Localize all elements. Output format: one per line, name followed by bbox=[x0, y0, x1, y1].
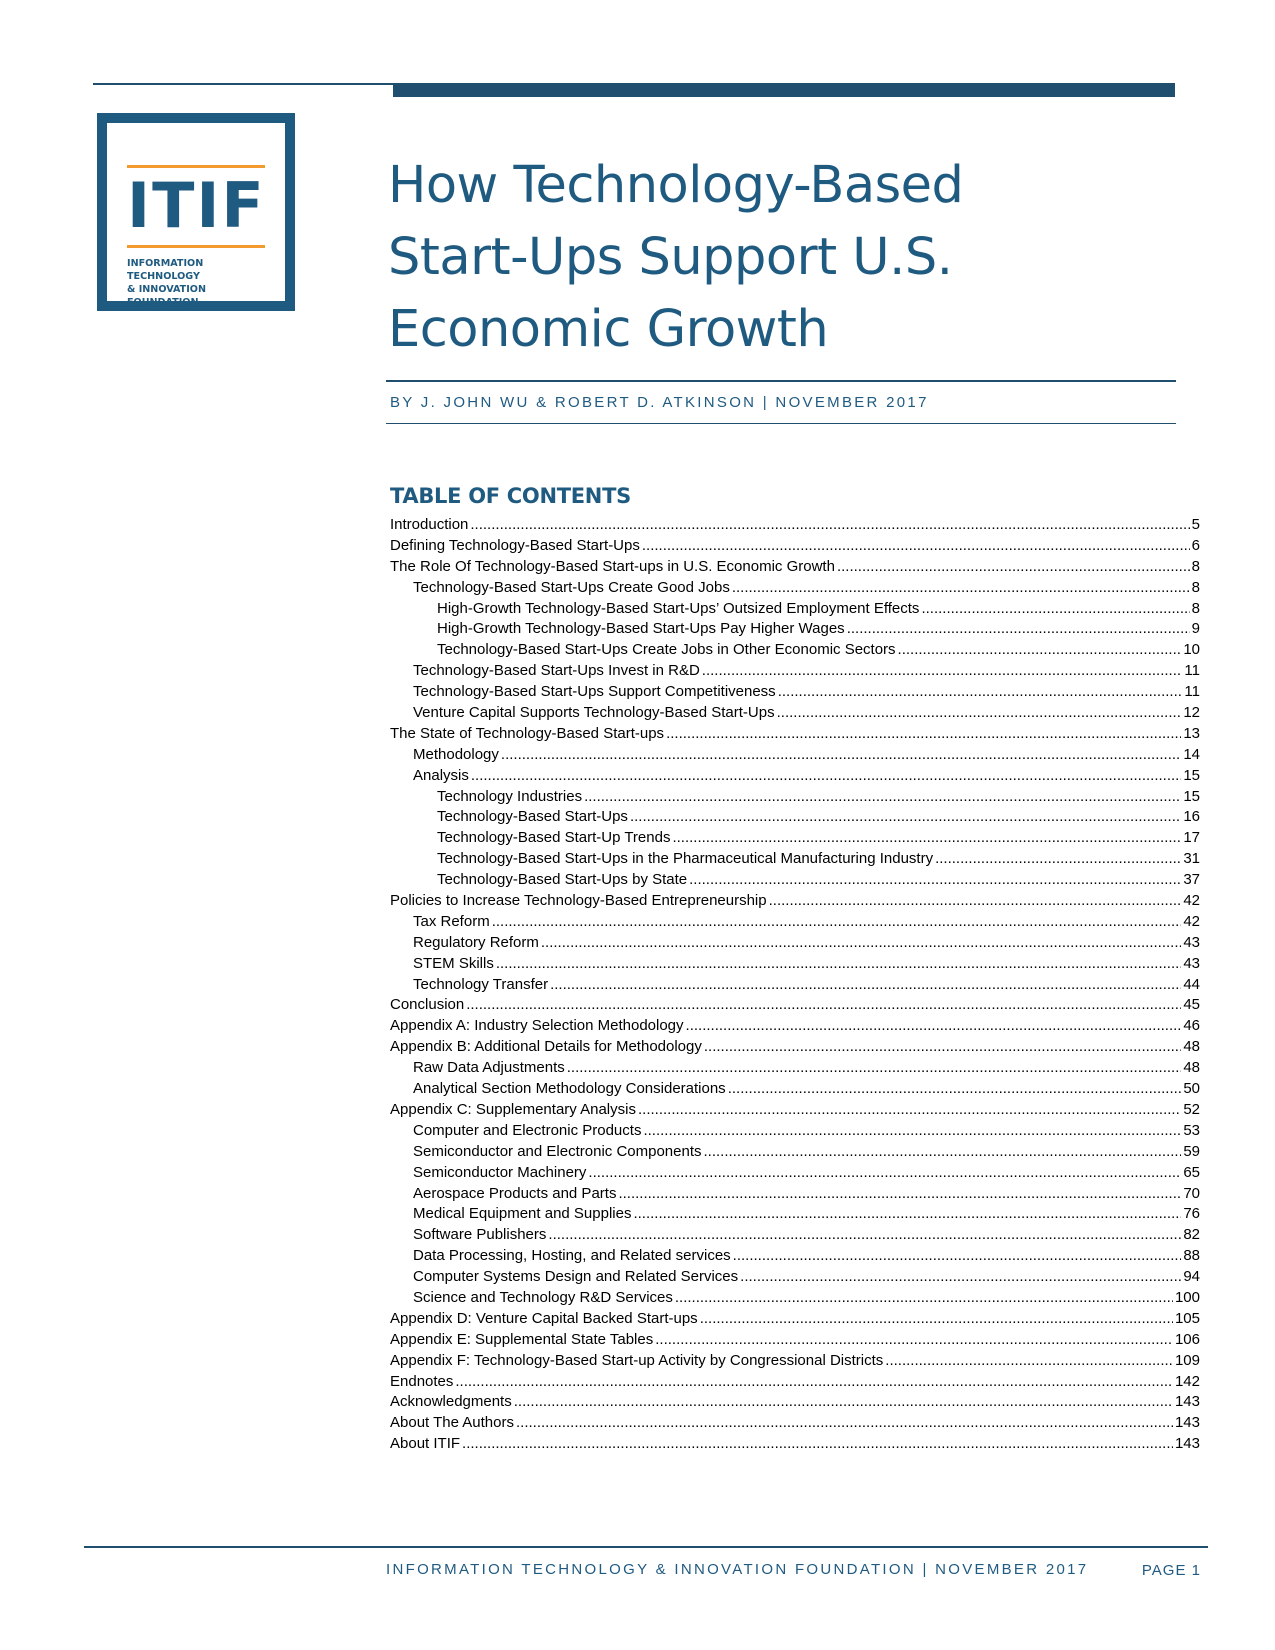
footer-rule bbox=[84, 1546, 1208, 1548]
toc-entry-page: 12 bbox=[1183, 704, 1200, 722]
header-rule-thick bbox=[393, 83, 1175, 97]
toc-entry-page: 82 bbox=[1183, 1226, 1200, 1244]
toc-entry-page: 143 bbox=[1174, 1414, 1200, 1432]
toc-entry-page: 143 bbox=[1174, 1435, 1200, 1453]
toc-entry-leader bbox=[618, 1185, 1181, 1202]
toc-entry-title: Technology-Based Start-Ups Create Jobs in Other Economic Sectors bbox=[437, 641, 896, 659]
toc-entry-page: 76 bbox=[1183, 1205, 1200, 1223]
toc-entry-leader bbox=[567, 1059, 1182, 1076]
toc-entry[interactable] bbox=[390, 1414, 1200, 1435]
toc-entry-leader bbox=[630, 808, 1181, 825]
toc-entry-leader bbox=[514, 1393, 1173, 1410]
toc-entry-leader bbox=[728, 1080, 1182, 1097]
toc-entry-leader bbox=[778, 683, 1183, 700]
logo-subtitle-line-2: & INNOVATION FOUNDATION bbox=[127, 284, 206, 308]
toc-entry-leader bbox=[689, 871, 1181, 888]
toc-entry[interactable] bbox=[390, 1185, 1200, 1206]
toc-entry[interactable] bbox=[390, 1143, 1200, 1164]
toc-entry-page: 11 bbox=[1184, 683, 1200, 701]
footer-text: INFORMATION TECHNOLOGY & INNOVATION FOUNDATION | NOVEMBER 2017 bbox=[386, 1561, 1089, 1578]
toc-entry-leader bbox=[455, 1373, 1173, 1390]
logo-accent-bar-top bbox=[127, 165, 265, 168]
toc-entry-page: 59 bbox=[1183, 1142, 1200, 1160]
title-line-2: Start-Ups Support U.S. bbox=[388, 228, 953, 287]
toc-entry-page: 143 bbox=[1174, 1393, 1200, 1411]
toc-entry-title: Computer and Electronic Products bbox=[413, 1121, 642, 1139]
toc-entry-leader bbox=[686, 1017, 1182, 1034]
toc-entry-title: High-Growth Technology-Based Start-Ups’ Outsized Employment Effects bbox=[437, 599, 920, 617]
toc-entry-page: 48 bbox=[1183, 1059, 1200, 1077]
toc-entry-leader bbox=[704, 1038, 1181, 1055]
toc-entry-title: Semiconductor and Electronic Components bbox=[413, 1142, 702, 1160]
toc-entry[interactable] bbox=[390, 829, 1200, 850]
table-of-contents bbox=[390, 516, 1200, 1456]
toc-entry-title: Regulatory Reform bbox=[413, 933, 539, 951]
toc-entry-title: Technology-Based Start-Ups by State bbox=[437, 871, 688, 889]
toc-entry[interactable] bbox=[390, 704, 1200, 725]
toc-entry-page: 13 bbox=[1183, 724, 1200, 742]
toc-entry-title: About ITIF bbox=[390, 1435, 461, 1453]
toc-entry-page: 53 bbox=[1183, 1121, 1200, 1139]
toc-entry-title: Endnotes bbox=[390, 1372, 454, 1390]
toc-entry-leader bbox=[584, 788, 1181, 805]
toc-entry-leader bbox=[885, 1352, 1173, 1369]
toc-entry[interactable] bbox=[390, 1080, 1200, 1101]
toc-entry-leader bbox=[675, 1289, 1173, 1306]
toc-entry-title: Aerospace Products and Parts bbox=[413, 1184, 617, 1202]
toc-entry-leader bbox=[471, 767, 1181, 784]
toc-entry-title: Data Processing, Hosting, and Related services bbox=[413, 1247, 731, 1265]
toc-entry-leader bbox=[466, 996, 1181, 1013]
toc-entry[interactable] bbox=[390, 871, 1200, 892]
toc-entry-page: 105 bbox=[1174, 1309, 1200, 1327]
toc-entry-title: Technology Transfer bbox=[413, 975, 549, 993]
toc-entry[interactable] bbox=[390, 558, 1200, 579]
toc-entry-page: 43 bbox=[1183, 954, 1200, 972]
toc-entry-page: 45 bbox=[1183, 996, 1200, 1014]
toc-entry-leader bbox=[501, 746, 1181, 763]
toc-entry-page: 6 bbox=[1191, 536, 1200, 554]
toc-entry-title: Technology-Based Start-Ups Invest in R&D bbox=[413, 662, 700, 680]
toc-entry[interactable] bbox=[390, 1205, 1200, 1226]
toc-entry-page: 88 bbox=[1183, 1247, 1200, 1265]
toc-entry-page: 46 bbox=[1183, 1017, 1200, 1035]
toc-entry-title: Software Publishers bbox=[413, 1226, 547, 1244]
toc-heading: TABLE OF CONTENTS bbox=[390, 484, 631, 508]
toc-entry-title: Technology-Based Start-Ups bbox=[437, 808, 628, 826]
header-rule-thin bbox=[93, 83, 393, 85]
toc-entry-leader bbox=[732, 579, 1190, 596]
toc-entry[interactable] bbox=[390, 1038, 1200, 1059]
toc-entry[interactable] bbox=[390, 1268, 1200, 1289]
toc-entry[interactable] bbox=[390, 1247, 1200, 1268]
toc-entry-page: 142 bbox=[1174, 1372, 1200, 1390]
toc-entry-title: Appendix D: Venture Capital Backed Start-ups bbox=[390, 1309, 698, 1327]
toc-entry-page: 14 bbox=[1183, 745, 1200, 763]
toc-entry-leader bbox=[702, 662, 1183, 679]
byline-rule-top bbox=[386, 380, 1176, 382]
toc-entry[interactable] bbox=[390, 808, 1200, 829]
toc-entry[interactable] bbox=[390, 1059, 1200, 1080]
toc-entry[interactable] bbox=[390, 537, 1200, 558]
toc-entry-title: High-Growth Technology-Based Start-Ups Pay Higher Wages bbox=[437, 620, 845, 638]
toc-entry-title: Analysis bbox=[413, 766, 469, 784]
toc-entry-page: 15 bbox=[1183, 766, 1200, 784]
toc-entry-page: 100 bbox=[1174, 1288, 1200, 1306]
toc-entry-page: 44 bbox=[1183, 975, 1200, 993]
toc-entry-page: 8 bbox=[1191, 599, 1200, 617]
toc-entry-page: 17 bbox=[1183, 829, 1200, 847]
title-line-3: Economic Growth bbox=[388, 300, 829, 359]
document-title bbox=[388, 150, 1148, 366]
toc-entry-title: About The Authors bbox=[390, 1414, 514, 1432]
toc-entry-leader bbox=[633, 1205, 1181, 1222]
toc-entry-leader bbox=[638, 1101, 1181, 1118]
toc-entry-page: 5 bbox=[1191, 516, 1200, 533]
toc-entry-leader bbox=[777, 704, 1182, 721]
toc-entry[interactable] bbox=[390, 1164, 1200, 1185]
toc-entry-page: 94 bbox=[1183, 1268, 1200, 1286]
byline: BY J. JOHN WU & ROBERT D. ATKINSON | NOVEMBER 2017 bbox=[390, 394, 929, 411]
toc-entry[interactable] bbox=[390, 1435, 1200, 1456]
toc-entry-page: 8 bbox=[1191, 578, 1200, 596]
logo-subtitle bbox=[127, 257, 267, 309]
toc-entry[interactable] bbox=[390, 1289, 1200, 1310]
logo-subtitle-line-1: INFORMATION TECHNOLOGY bbox=[127, 258, 204, 282]
toc-entry[interactable] bbox=[390, 600, 1200, 621]
toc-entry-title: Defining Technology-Based Start-Ups bbox=[390, 536, 640, 554]
toc-entry-page: 37 bbox=[1183, 871, 1200, 889]
toc-entry[interactable] bbox=[390, 1331, 1200, 1352]
toc-entry[interactable] bbox=[390, 913, 1200, 934]
toc-entry-page: 9 bbox=[1191, 620, 1200, 638]
toc-entry[interactable] bbox=[390, 620, 1200, 641]
toc-entry-title: Policies to Increase Technology-Based Entrepreneurship bbox=[390, 892, 767, 910]
toc-entry-leader bbox=[898, 641, 1182, 658]
toc-entry[interactable] bbox=[390, 746, 1200, 767]
toc-entry-page: 106 bbox=[1174, 1330, 1200, 1348]
toc-entry-leader bbox=[666, 725, 1181, 742]
toc-entry-leader bbox=[588, 1164, 1181, 1181]
toc-entry-title: Medical Equipment and Supplies bbox=[413, 1205, 632, 1223]
toc-entry-title: Methodology bbox=[413, 745, 499, 763]
toc-entry-leader bbox=[655, 1331, 1173, 1348]
toc-entry[interactable] bbox=[390, 934, 1200, 955]
toc-entry-leader bbox=[516, 1414, 1173, 1431]
toc-entry-leader bbox=[837, 558, 1190, 575]
byline-rule-bottom bbox=[386, 423, 1176, 424]
toc-entry-title: Introduction bbox=[390, 516, 469, 533]
toc-entry[interactable] bbox=[390, 788, 1200, 809]
toc-entry-title: Acknowledgments bbox=[390, 1393, 512, 1411]
toc-entry-title: The State of Technology-Based Start-ups bbox=[390, 724, 665, 742]
logo-inner-panel bbox=[107, 123, 285, 308]
toc-entry[interactable] bbox=[390, 683, 1200, 704]
toc-entry[interactable] bbox=[390, 955, 1200, 976]
toc-entry[interactable] bbox=[390, 1352, 1200, 1373]
toc-entry-title: Technology-Based Start-Ups in the Pharmaceutical Manufacturing Industry bbox=[437, 850, 934, 868]
toc-entry-page: 16 bbox=[1183, 808, 1200, 826]
logo-mark: ITIF bbox=[127, 169, 266, 242]
toc-entry-leader bbox=[921, 600, 1189, 617]
toc-entry-leader bbox=[550, 976, 1181, 993]
toc-entry-leader bbox=[642, 537, 1190, 554]
toc-entry-page: 70 bbox=[1183, 1184, 1200, 1202]
toc-entry[interactable] bbox=[390, 579, 1200, 600]
toc-entry-page: 10 bbox=[1183, 641, 1200, 659]
toc-entry[interactable] bbox=[390, 641, 1200, 662]
toc-entry-page: 65 bbox=[1183, 1163, 1200, 1181]
toc-entry-leader bbox=[470, 516, 1189, 533]
toc-entry-leader bbox=[496, 955, 1181, 972]
toc-entry-title: Technology Industries bbox=[437, 787, 583, 805]
toc-entry[interactable] bbox=[390, 976, 1200, 997]
toc-entry[interactable] bbox=[390, 516, 1200, 537]
footer-page-number: PAGE 1 bbox=[1141, 1562, 1201, 1579]
toc-entry[interactable] bbox=[390, 767, 1200, 788]
toc-entry-page: 43 bbox=[1183, 933, 1200, 951]
toc-entry-page: 52 bbox=[1183, 1100, 1200, 1118]
toc-entry-page: 15 bbox=[1183, 787, 1200, 805]
toc-entry[interactable] bbox=[390, 662, 1200, 683]
toc-entry-title: Conclusion bbox=[390, 996, 465, 1014]
toc-entry-page: 8 bbox=[1191, 557, 1200, 575]
toc-entry-leader bbox=[935, 850, 1181, 867]
toc-entry-title: Appendix B: Additional Details for Methodology bbox=[390, 1038, 702, 1056]
toc-entry[interactable] bbox=[390, 1310, 1200, 1331]
toc-entry[interactable] bbox=[390, 1017, 1200, 1038]
toc-entry-title: Appendix A: Industry Selection Methodology bbox=[390, 1017, 684, 1035]
toc-entry-title: Appendix F: Technology-Based Start-up Activity by Congressional Districts bbox=[390, 1351, 884, 1369]
toc-entry[interactable] bbox=[390, 1393, 1200, 1414]
toc-entry-title: Analytical Section Methodology Considerations bbox=[413, 1080, 726, 1098]
toc-entry-leader bbox=[492, 913, 1182, 930]
toc-entry-page: 11 bbox=[1184, 662, 1200, 680]
toc-entry[interactable] bbox=[390, 1226, 1200, 1247]
toc-entry[interactable] bbox=[390, 850, 1200, 871]
toc-entry-title: Technology-Based Start-Ups Create Good Jobs bbox=[413, 578, 730, 596]
toc-entry-page: 109 bbox=[1174, 1351, 1200, 1369]
toc-entry-title: Raw Data Adjustments bbox=[413, 1059, 565, 1077]
title-line-1: How Technology-Based bbox=[388, 156, 964, 215]
toc-entry[interactable] bbox=[390, 996, 1200, 1017]
toc-entry[interactable] bbox=[390, 725, 1200, 746]
toc-entry-leader bbox=[700, 1310, 1173, 1327]
toc-entry-leader bbox=[643, 1122, 1181, 1139]
toc-entry-title: Semiconductor Machinery bbox=[413, 1163, 587, 1181]
toc-entry-title: Technology-Based Start-Up Trends bbox=[437, 829, 671, 847]
toc-entry-title: Venture Capital Supports Technology-Based Start-Ups bbox=[413, 704, 775, 722]
toc-entry-title: Tax Reform bbox=[413, 912, 490, 930]
toc-entry-leader bbox=[541, 934, 1181, 951]
logo-accent-bar-bottom bbox=[127, 245, 265, 248]
toc-entry-leader bbox=[733, 1247, 1182, 1264]
toc-entry-leader bbox=[769, 892, 1182, 909]
toc-entry-leader bbox=[704, 1143, 1182, 1160]
toc-entry-leader bbox=[847, 620, 1190, 637]
toc-entry-title: STEM Skills bbox=[413, 954, 494, 972]
toc-entry-title: Technology-Based Start-Ups Support Competitiveness bbox=[413, 683, 776, 701]
toc-entry-leader bbox=[740, 1268, 1181, 1285]
toc-entry-leader bbox=[462, 1435, 1173, 1452]
toc-entry-title: Computer Systems Design and Related Services bbox=[413, 1268, 739, 1286]
itif-logo bbox=[97, 113, 295, 311]
toc-entry-page: 50 bbox=[1183, 1080, 1200, 1098]
toc-entry-page: 42 bbox=[1183, 912, 1200, 930]
toc-entry[interactable] bbox=[390, 1101, 1200, 1122]
toc-entry-title: The Role Of Technology-Based Start-ups in U.S. Economic Growth bbox=[390, 557, 835, 575]
toc-entry[interactable] bbox=[390, 1373, 1200, 1394]
toc-entry-leader bbox=[672, 829, 1181, 846]
toc-entry-title: Science and Technology R&D Services bbox=[413, 1288, 673, 1306]
toc-entry[interactable] bbox=[390, 1122, 1200, 1143]
toc-entry-leader bbox=[548, 1226, 1181, 1243]
toc-entry-title: Appendix E: Supplemental State Tables bbox=[390, 1330, 654, 1348]
toc-entry-page: 42 bbox=[1183, 892, 1200, 910]
toc-entry[interactable] bbox=[390, 892, 1200, 913]
toc-entry-title: Appendix C: Supplementary Analysis bbox=[390, 1100, 636, 1118]
toc-entry-page: 31 bbox=[1183, 850, 1200, 868]
toc-entry-page: 48 bbox=[1183, 1038, 1200, 1056]
